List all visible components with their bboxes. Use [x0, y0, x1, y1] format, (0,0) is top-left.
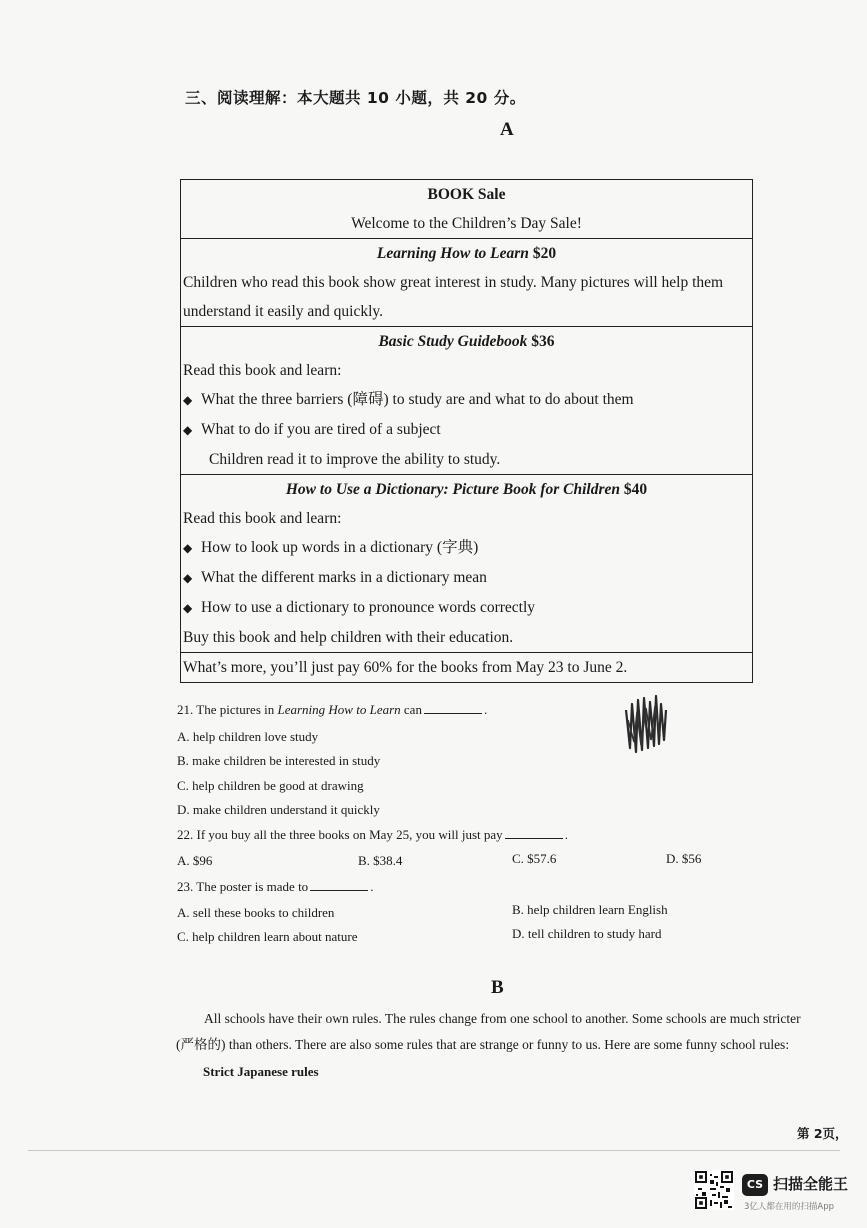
part-b-subheading: Strict Japanese rules — [203, 1064, 319, 1079]
poster-welcome: Welcome to the Children’s Day Sale! — [351, 215, 582, 232]
book-2-title: Basic Study Guidebook — [378, 333, 528, 350]
book-3-bullet-2: What the different marks in a dictionary mean — [201, 569, 487, 586]
diamond-bullet-icon: ◆ — [183, 601, 193, 615]
answer-blank — [310, 880, 368, 891]
diamond-bullet-icon: ◆ — [183, 571, 193, 585]
diamond-bullet-icon: ◆ — [183, 541, 193, 555]
question-21-stem — [177, 702, 487, 718]
poster-discount-note: What’s more, you’ll just pay 60% for the books from May 23 to June 2. — [183, 659, 628, 676]
answer-blank — [424, 703, 482, 714]
book-1-desc-line-1: Children who read this book show great interest in study. Many pictures will help them — [183, 274, 724, 291]
book-2-bullet-2: What to do if you are tired of a subject — [201, 421, 441, 438]
q22-option-d: D. $56 — [666, 851, 702, 866]
q23-option-a: A. sell these books to children — [177, 905, 335, 920]
book-3-price: $40 — [620, 481, 648, 498]
q22-option-b: B. $38.4 — [358, 853, 403, 868]
pencil-scribble-mark — [622, 690, 670, 760]
q21-option-a: A. help children love study — [177, 729, 319, 744]
part-b-paragraph — [176, 1006, 826, 1058]
part-a-label: A — [500, 119, 514, 140]
q21-option-c: C. help children be good at drawing — [177, 778, 364, 793]
book-2-price: $36 — [527, 333, 555, 350]
watermark-tagline: 3亿人都在用的扫描App — [744, 1202, 835, 1212]
q21-end: . — [483, 702, 488, 717]
book-2-intro: Read this book and learn: — [183, 362, 342, 379]
q21-option-b: B. make children be interested in study — [177, 753, 381, 768]
book-1-price: $20 — [528, 245, 557, 262]
section-heading: 三、阅读理解：本大题共 10 小题，共 20 分。 — [185, 89, 526, 107]
q22-option-c: C. $57.6 — [512, 851, 557, 866]
diamond-bullet-icon: ◆ — [183, 423, 193, 437]
part-b-para-line-1: All schools have their own rules. The rules change from one school to another. Some schools are much stricter — [204, 1011, 801, 1026]
q21-prefix: 21. The pictures in — [177, 702, 278, 717]
q23-end: . — [370, 879, 374, 894]
book-1-title: Learning How to Learn — [376, 245, 529, 262]
question-22-stem — [177, 827, 568, 843]
book-2-closing: Children read it to improve the ability to study. — [209, 451, 501, 468]
page-divider — [28, 1150, 840, 1151]
q23-option-d: D. tell children to study hard — [512, 926, 662, 941]
book-2-bullet-1: What the three barriers (障碍) to study are and what to do about them — [201, 391, 634, 408]
q23-text: 23. The poster is made to — [177, 879, 309, 894]
poster-header — [181, 180, 752, 238]
book-3-closing: Buy this book and help children with their education. — [183, 629, 514, 646]
page-number: 第 2页， — [797, 1126, 848, 1141]
book-1-desc-line-2: understand it easily and quickly. — [183, 303, 384, 320]
book-2-section — [181, 326, 752, 474]
book-3-intro: Read this book and learn: — [183, 510, 342, 527]
q21-suffix: can — [400, 702, 422, 717]
poster-title: BOOK Sale — [427, 186, 506, 203]
book-3-title: How to Use a Dictionary: Picture Book for Children — [285, 481, 620, 498]
watermark-brand: 扫描全能王 — [773, 1175, 849, 1193]
part-b-para-line-2: (严格的) than others. There are also some rules that are strange or funny to us. Here are some funny school rules: — [176, 1037, 790, 1052]
question-23-stem — [177, 879, 373, 895]
book-sale-poster — [180, 179, 753, 683]
camscanner-logo: CS — [742, 1174, 768, 1196]
book-3-bullet-1: How to look up words in a dictionary (字典) — [201, 539, 479, 556]
book-1-section — [181, 238, 752, 326]
q23-option-c: C. help children learn about nature — [177, 929, 358, 944]
part-b-label: B — [491, 977, 504, 998]
q22-end: . — [564, 827, 568, 842]
qr-code-icon — [694, 1170, 734, 1210]
book-3-section — [181, 474, 752, 652]
q22-text: 22. If you buy all the three books on May 25, you will just pay — [177, 827, 503, 842]
q23-option-b: B. help children learn English — [512, 902, 668, 917]
q21-option-d: D. make children understand it quickly — [177, 802, 380, 817]
q22-option-a: A. $96 — [177, 853, 213, 868]
poster-footer — [181, 652, 752, 682]
diamond-bullet-icon: ◆ — [183, 393, 193, 407]
answer-blank — [505, 828, 563, 839]
q21-book-title: Learning How to Learn — [277, 702, 401, 717]
book-3-bullet-3: How to use a dictionary to pronounce words correctly — [201, 599, 536, 616]
